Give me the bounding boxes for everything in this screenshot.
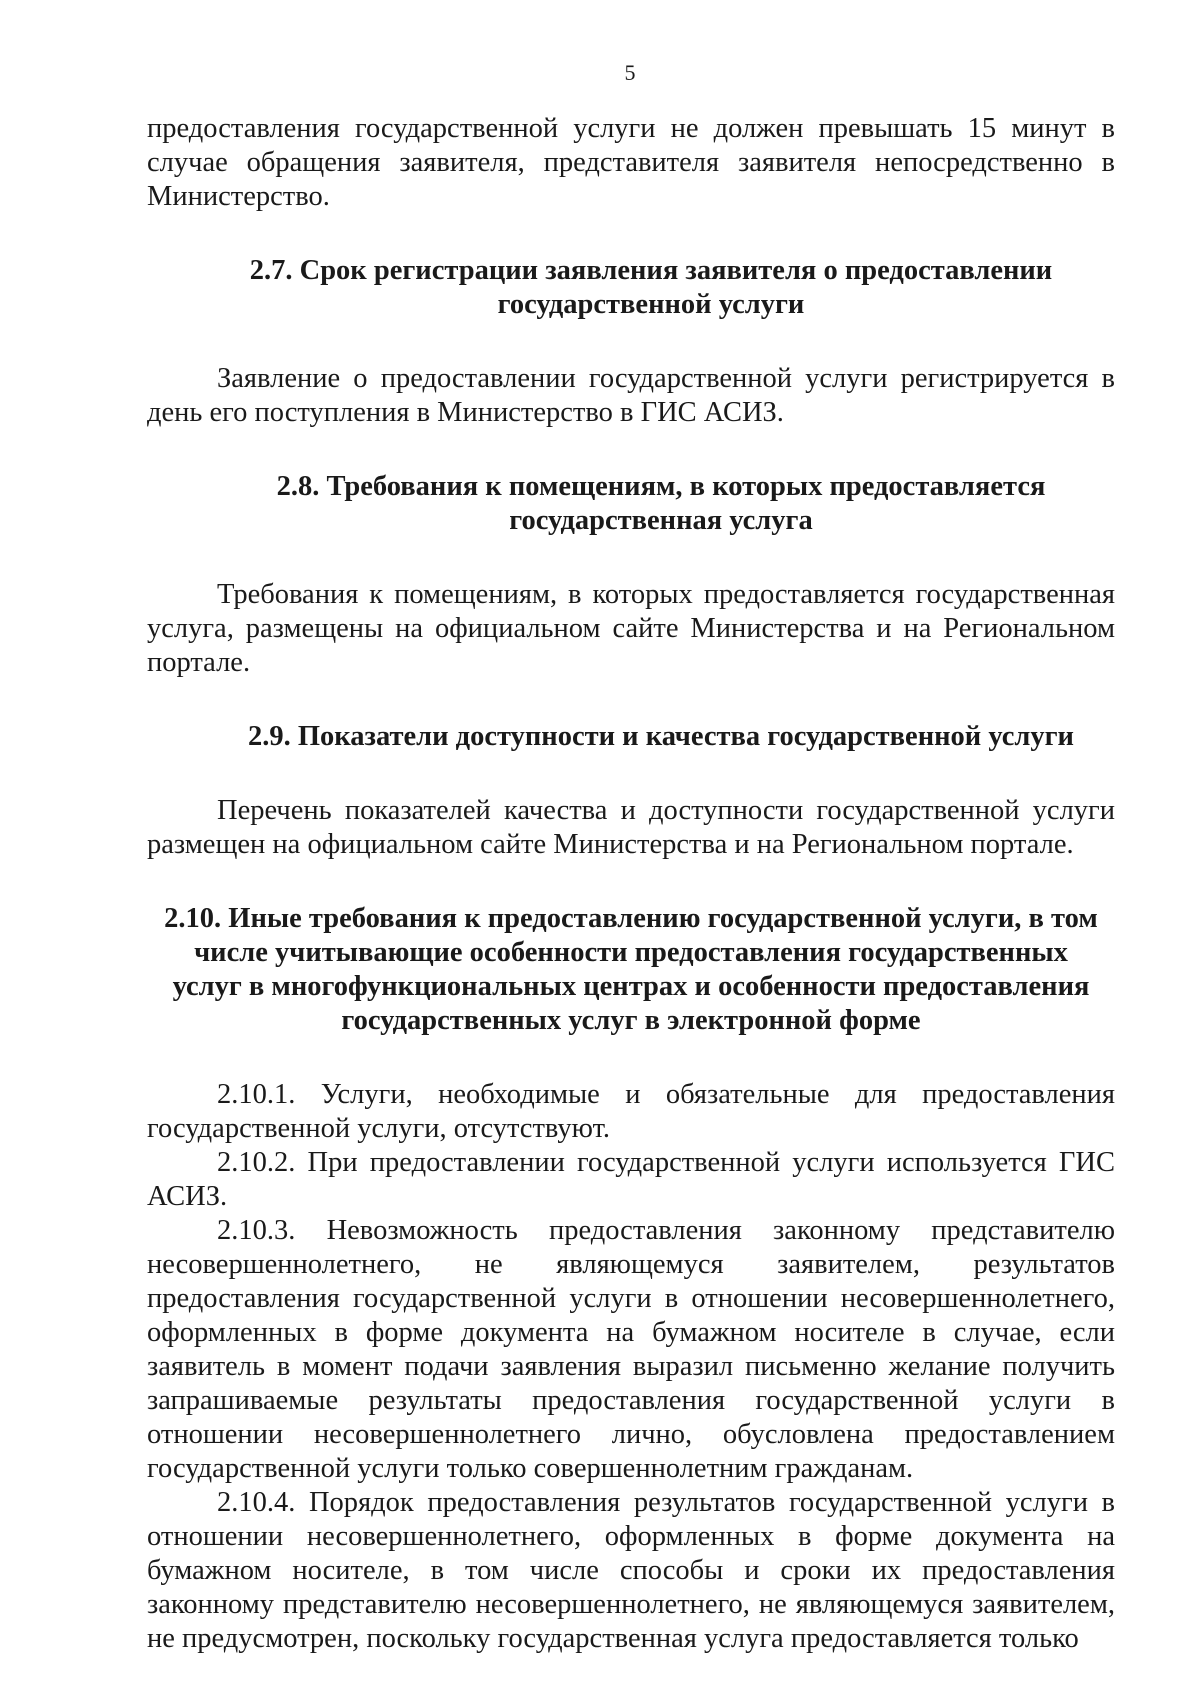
paragraph-2-8: Требования к помещениям, в которых предоставляется государственная услуга, размещены на официальном сайте Министерства и на Региональном портале. xyxy=(147,579,1115,678)
section-heading-2-8: 2.8. Требования к помещениям, в которых предоставляется государственная услуга xyxy=(276,471,1046,536)
section-heading-2-10: 2.10. Иные требования к предоставлению государственной услуги, в том числе учитывающие особенности предоставления государственных услуг в многофункциональных центрах и особенности предоставления государственных услуг в электронной форме xyxy=(164,903,1098,1036)
paragraph-continuation: предоставления государственной услуги не должен превышать 15 минут в случае обращения заявителя, представителя заявителя непосредственно в Министерство. xyxy=(147,113,1115,212)
paragraph-2-10-4: 2.10.4. Порядок предоставления результатов государственной услуги в отношении несовершеннолетнего, оформленных в форме документа на бумажном носителе, в том числе способы и сроки их предоставления законному представителю несовершеннолетнего, не являющемуся заявителем, не предусмотрен, поскольку государственная услуга предоставляется только xyxy=(147,1487,1115,1654)
paragraph-2-9: Перечень показателей качества и доступности государственной услуги размещен на официальном сайте Министерства и на Региональном портале. xyxy=(147,795,1115,860)
paragraph-2-10-1: 2.10.1. Услуги, необходимые и обязательные для предоставления государственной услуги, отсутствуют. xyxy=(147,1079,1115,1144)
section-heading-2-9: 2.9. Показатели доступности и качества государственной услуги xyxy=(248,721,1074,752)
paragraph-2-7: Заявление о предоставлении государственной услуги регистрируется в день его поступления в Министерство в ГИС АСИЗ. xyxy=(147,363,1115,428)
paragraph-2-10-2: 2.10.2. При предоставлении государственной услуги используется ГИС АСИЗ. xyxy=(147,1147,1115,1212)
section-heading-2-7: 2.7. Срок регистрации заявления заявителя о предоставлении государственной услуги xyxy=(249,255,1053,320)
page-number: 5 xyxy=(624,60,636,85)
document-body xyxy=(147,112,1115,1656)
paragraph-2-10-3: 2.10.3. Невозможность предоставления законному представителю несовершеннолетнего, не являющемуся заявителем, результатов предоставления государственной услуги в отношении несовершеннолетнего, оформленных в форме документа на бумажном носителе в случае, если заявитель в момент подачи заявления выразил письменно желание получить запрашиваемые результаты предоставления государственной услуги в отношении несовершеннолетнего лично, обусловлена предоставлением государственной услуги только совершеннолетним гражданам. xyxy=(147,1215,1115,1484)
